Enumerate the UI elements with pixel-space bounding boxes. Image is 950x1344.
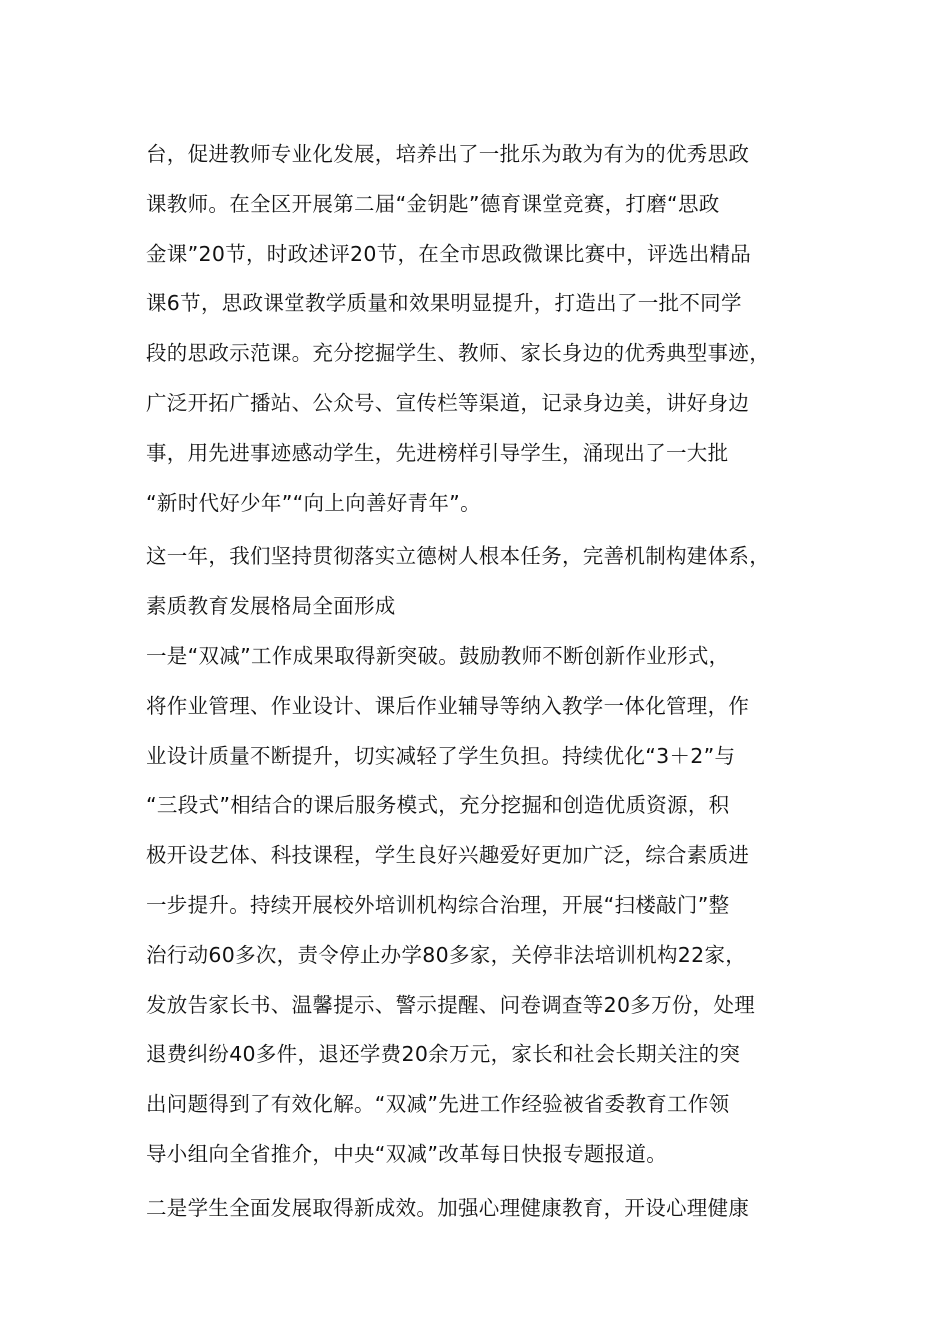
text-line: 业设计质量不断提升，切实减轻了学生负担。持续优化“3＋2”与 <box>146 743 736 768</box>
text-line: 台，促进教师专业化发展，培养出了一批乐为敢为有为的优秀思政 <box>146 142 750 166</box>
text-line: 退费纠纷40多件，退还学费20余万元，家长和社会长期关注的突 <box>146 1042 741 1067</box>
text-line: 一是“双减”工作成果取得新突破。鼓励教师不断创新作业形式， <box>146 643 730 668</box>
text-line: 发放告家长书、温馨提示、警示提醒、问卷调查等20多万份，处理 <box>146 992 756 1017</box>
text-line: 事，用先进事迹感动学生，先进榜样引导学生，涌现出了一大批 <box>146 440 729 465</box>
text-line: “三段式”相结合的课后服务模式，充分挖掘和创造优质资源，积 <box>146 793 730 818</box>
body-text <box>146 130 810 1234</box>
text-line: 导小组向全省推介，中央“双减”改革每日快报专题报道。 <box>146 1141 668 1166</box>
text-line: 极开设艺体、科技课程，学生良好兴趣爱好更加广泛，综合素质进 <box>146 843 750 868</box>
text-line: 课6节，思政课堂教学质量和效果明显提升，打造出了一批不同学 <box>146 291 742 316</box>
text-line: 出问题得到了有效化解。“双减”先进工作经验被省委教育工作领 <box>146 1092 730 1117</box>
text-line: 治行动60多次，责令停止办学80多家，关停非法培训机构22家， <box>146 942 747 967</box>
text-line: 二是学生全面发展取得新成效。加强心理健康教育，开设心理健康 <box>146 1195 750 1220</box>
text-line: “新时代好少年”“向上向善好青年”。 <box>146 490 481 515</box>
text-line: 段的思政示范课。充分挖掘学生、教师、家长身边的优秀典型事迹， <box>146 341 770 366</box>
text-line: 将作业管理、作业设计、课后作业辅导等纳入教学一体化管理，作 <box>146 693 750 718</box>
section-heading-line: 素质教育发展格局全面形成 <box>146 594 396 619</box>
section-heading-line: 这一年，我们坚持贯彻落实立德树人根本任务，完善机制构建体系， <box>146 544 770 569</box>
text-line: 金课”20节，时政述评20节，在全市思政微课比赛中，评选出精品 <box>146 241 752 266</box>
text-line: 广泛开拓广播站、公众号、宣传栏等渠道，记录身边美，讲好身边 <box>146 390 750 415</box>
text-line: 一步提升。持续开展校外培训机构综合治理，开展“扫楼敲门”整 <box>146 892 730 917</box>
text-line: 课教师。在全区开展第二届“金钥匙”德育课堂竞赛，打磨“思政 <box>146 191 720 216</box>
